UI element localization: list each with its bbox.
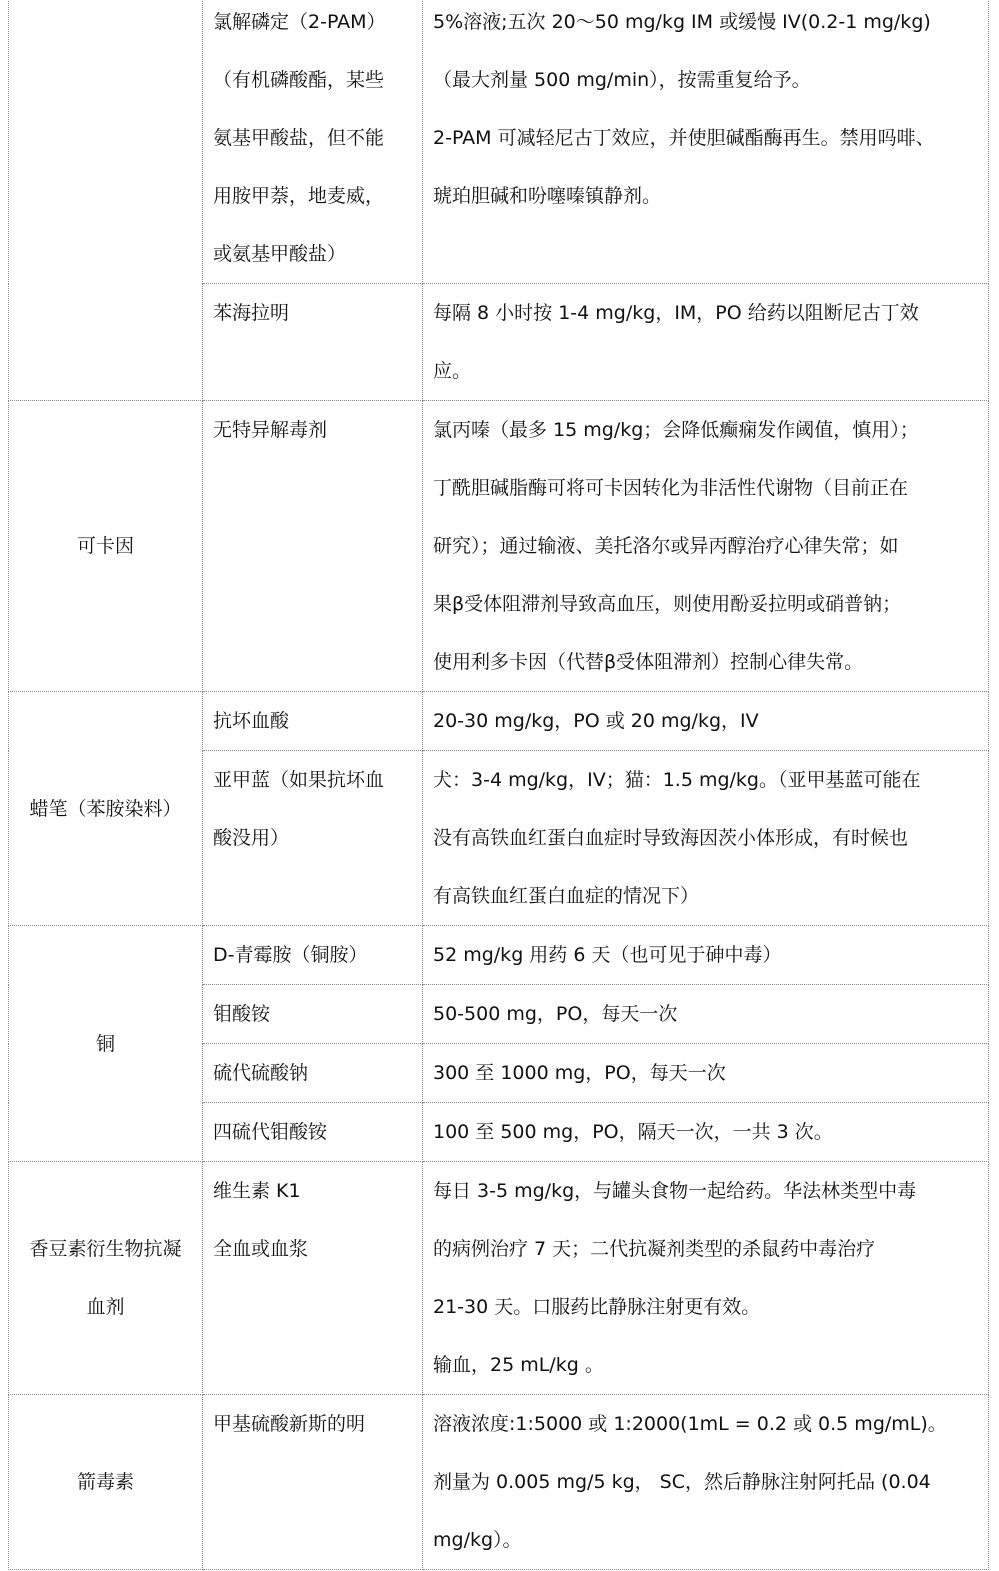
dose-cell: 20-30 mg/kg，PO 或 20 mg/kg，IV xyxy=(423,692,989,751)
dose-cell: 100 至 500 mg，PO，隔天一次，一共 3 次。 xyxy=(423,1103,989,1162)
poison-cell: 香豆素衍生物抗凝 血剂 xyxy=(9,1162,203,1395)
poison-cell: 箭毒素 xyxy=(9,1395,203,1570)
table-row xyxy=(9,926,989,985)
poison-cell xyxy=(9,0,203,401)
antidote-cell: 氯解磷定（2-PAM） （有机磷酸酯，某些 氨基甲酸盐，但不能 用胺甲萘，地麦威， 或氨基甲酸盐） xyxy=(203,0,423,284)
table-row xyxy=(9,0,989,284)
dose-cell: 溶液浓度:1:5000 或 1:2000(1mL = 0.2 或 0.5 mg/mL)。 剂量为 0.005 mg/5 kg， SC，然后静脉注射阿托品 (0.04 mg/kg）。 xyxy=(423,1395,989,1570)
table-row xyxy=(9,1395,989,1570)
dose-cell: 氯丙嗪（最多 15 mg/kg；会降低癫痫发作阈值，慎用）； 丁酰胆碱脂酶可将可卡因转化为非活性代谢物（目前正在 研究）；通过输液、美托洛尔或异丙醇治疗心律失常；如 果β受体阻滞剂导致高血压，则使用酚妥拉明或硝普钠； 使用利多卡因（代替β受体阻滞剂）控制心律失常。 xyxy=(423,401,989,692)
antidote-cell: 甲基硫酸新斯的明 xyxy=(203,1395,423,1570)
dose-cell: 50-500 mg，PO，每天一次 xyxy=(423,985,989,1044)
dose-cell: 每日 3-5 mg/kg，与罐头食物一起给药。华法林类型中毒 的病例治疗 7 天；二代抗凝剂类型的杀鼠药中毒治疗 21-30 天。口服药比静脉注射更有效。 输血，25 mL/kg 。 xyxy=(423,1162,989,1395)
dose-cell: 5%溶液;五次 20～50 mg/kg IM 或缓慢 IV(0.2-1 mg/kg) （最大剂量 500 mg/min），按需重复给予。 2-PAM 可减轻尼古丁效应，并使胆碱酯酶再生。禁用吗啡、 琥珀胆碱和吩噻嗪镇静剂。 xyxy=(423,0,989,284)
antidote-cell: 四硫代钼酸铵 xyxy=(203,1103,423,1162)
antidote-cell: 亚甲蓝（如果抗坏血 酸没用） xyxy=(203,751,423,926)
antidote-cell: 无特异解毒剂 xyxy=(203,401,423,692)
poison-cell: 可卡因 xyxy=(9,401,203,692)
dose-cell: 300 至 1000 mg，PO，每天一次 xyxy=(423,1044,989,1103)
antidote-table xyxy=(8,0,989,1570)
antidote-cell: 苯海拉明 xyxy=(203,284,423,401)
antidote-cell: 硫代硫酸钠 xyxy=(203,1044,423,1103)
table-row xyxy=(9,401,989,692)
table-row xyxy=(9,692,989,751)
dose-cell: 每隔 8 小时按 1-4 mg/kg，IM，PO 给药以阻断尼古丁效 应。 xyxy=(423,284,989,401)
antidote-cell: 抗坏血酸 xyxy=(203,692,423,751)
antidote-cell: 钼酸铵 xyxy=(203,985,423,1044)
antidote-cell: 维生素 K1 全血或血浆 xyxy=(203,1162,423,1395)
antidote-cell: D-青霉胺（铜胺） xyxy=(203,926,423,985)
table-row xyxy=(9,1162,989,1395)
poison-cell: 铜 xyxy=(9,926,203,1162)
dose-cell: 犬：3-4 mg/kg，IV；猫：1.5 mg/kg。（亚甲基蓝可能在 没有高铁血红蛋白血症时导致海因茨小体形成，有时候也 有高铁血红蛋白血症的情况下） xyxy=(423,751,989,926)
poison-cell: 蜡笔（苯胺染料） xyxy=(9,692,203,926)
dose-cell: 52 mg/kg 用药 6 天（也可见于砷中毒） xyxy=(423,926,989,985)
